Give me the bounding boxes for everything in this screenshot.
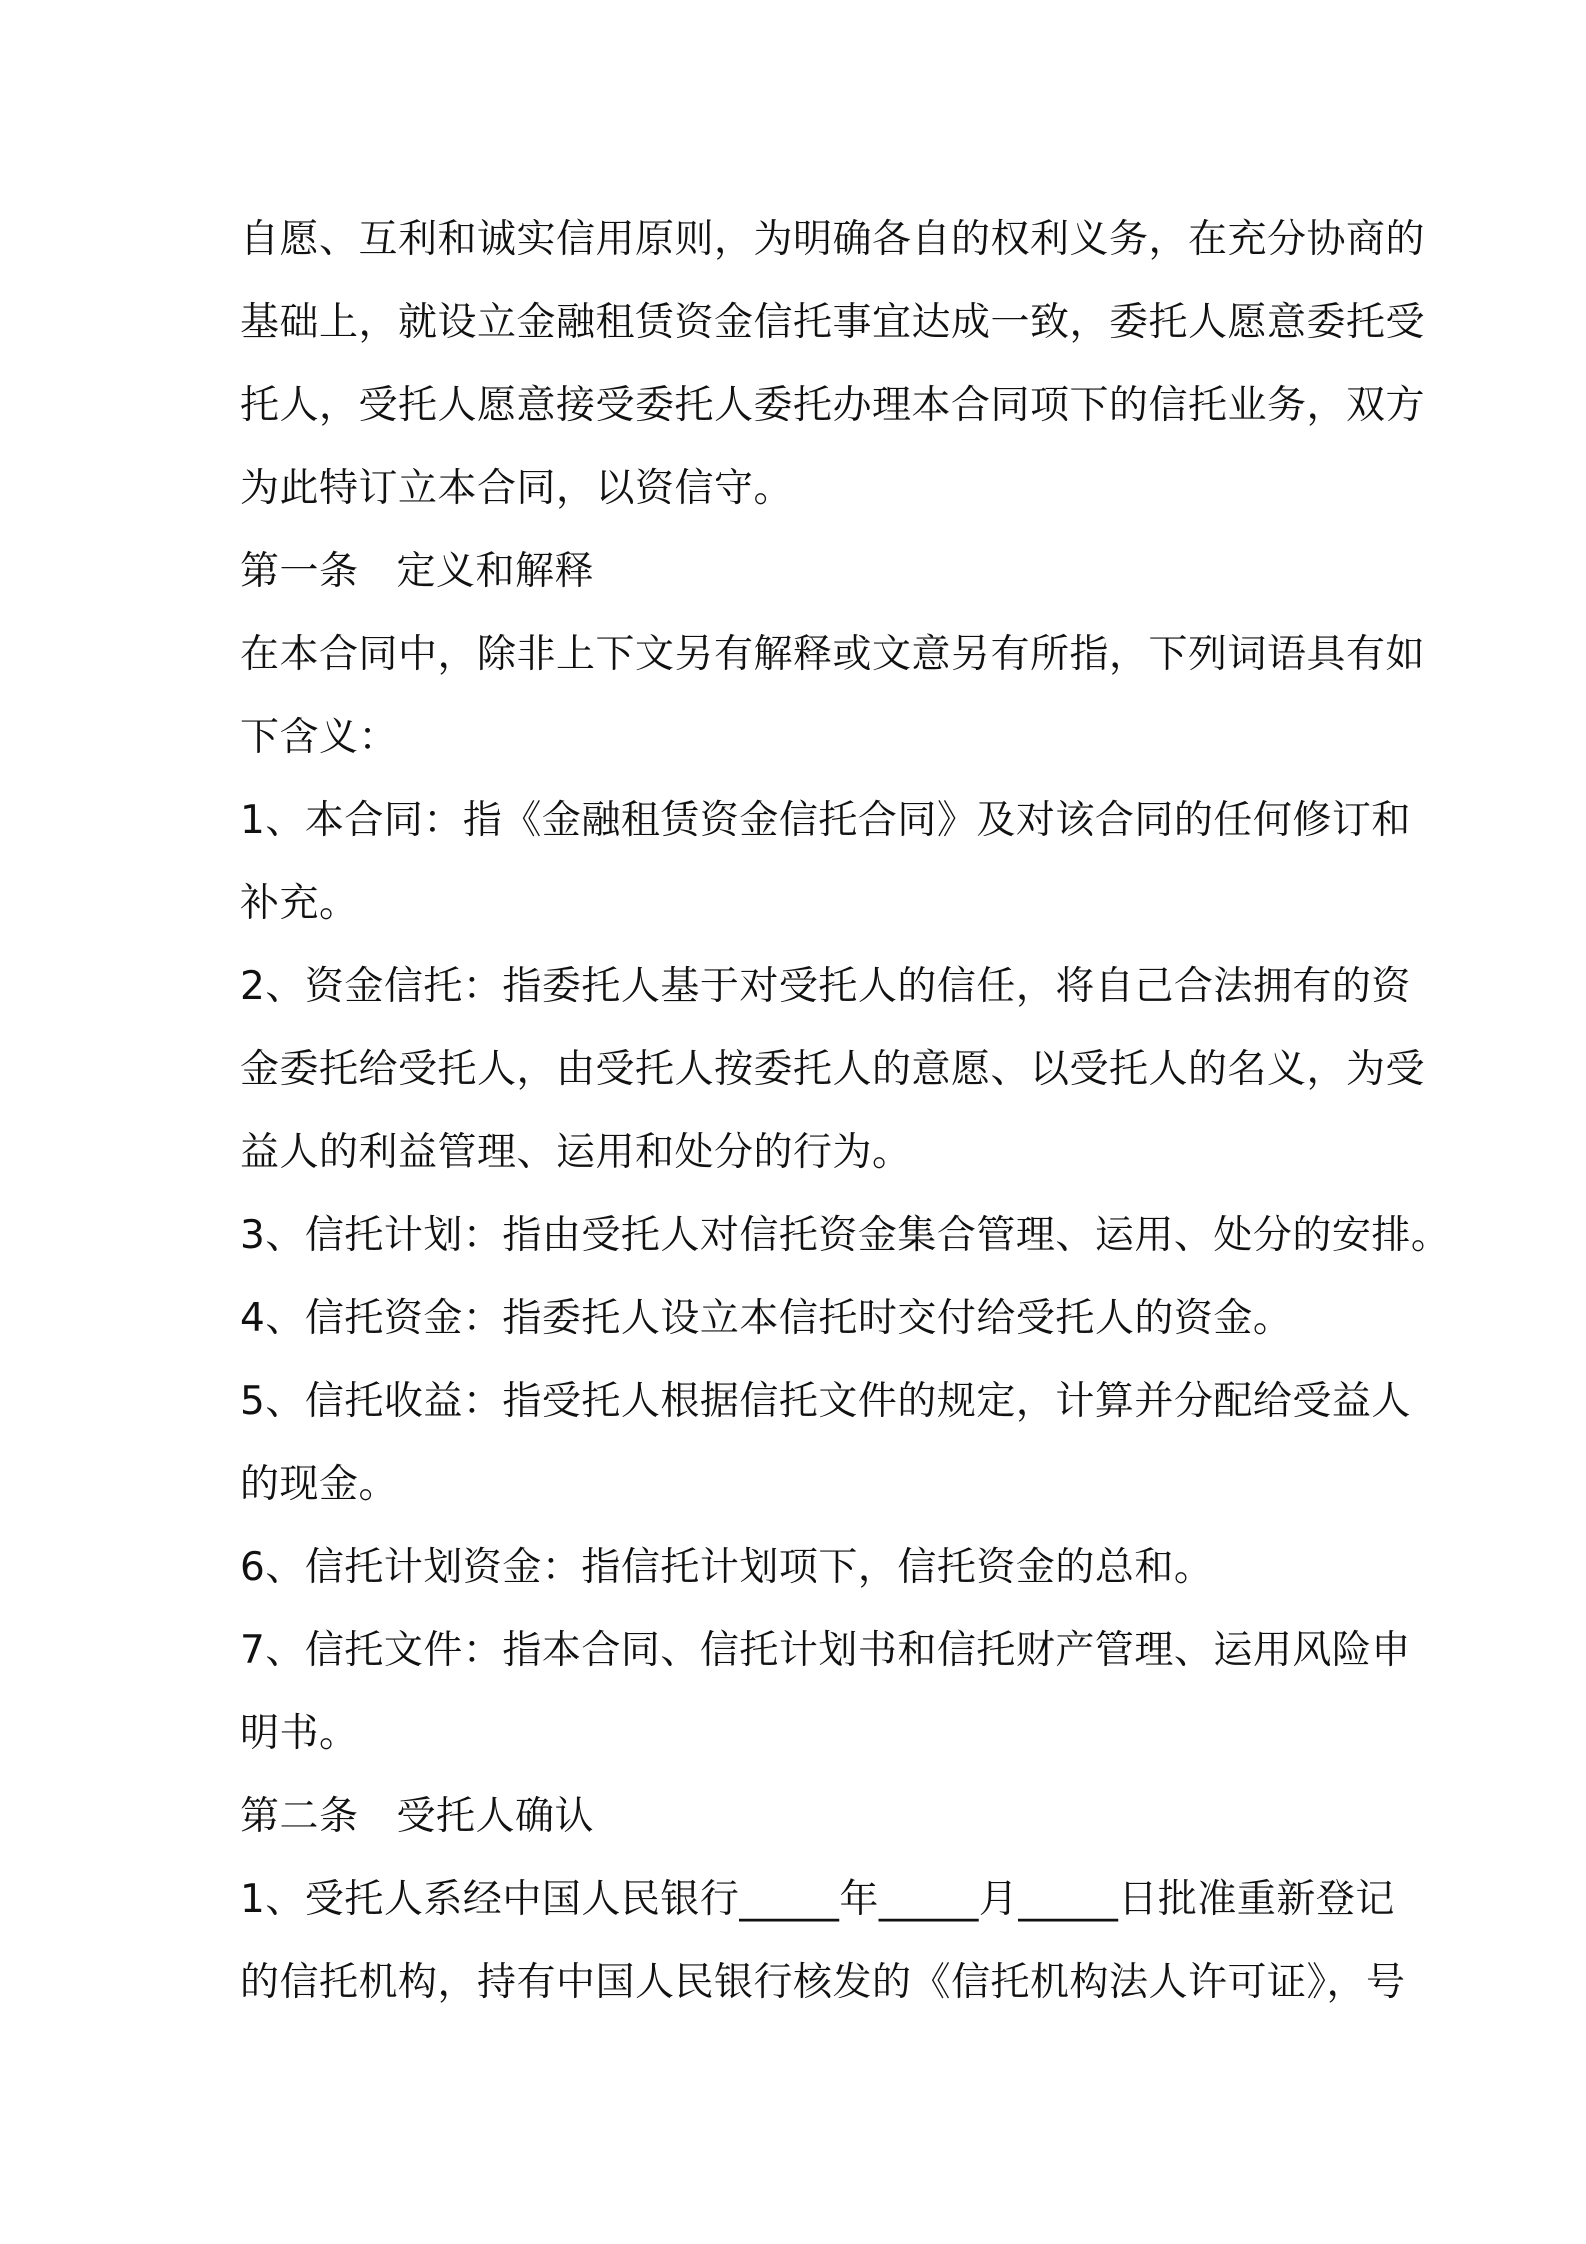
definition-6-line: 6、信托计划资金：指信托计划项下，信托资金的总和。 xyxy=(240,1545,1214,1590)
text-line: 下含义： xyxy=(240,715,399,760)
trustee-confirmation-line: 1、受托人系经中国人民银行_____年_____月_____日批准重新登记 xyxy=(240,1877,1395,1922)
definition-2-line: 2、资金信托：指委托人基于对受托人的信任，将自己合法拥有的资 xyxy=(240,964,1411,1009)
definition-5-line: 5、信托收益：指受托人根据信托文件的规定，计算并分配给受益人 xyxy=(240,1379,1411,1424)
definition-2-line: 益人的利益管理、运用和处分的行为。 xyxy=(240,1130,912,1175)
definition-3-line: 3、信托计划：指由受托人对信托资金集合管理、运用、处分的安排。 xyxy=(240,1213,1451,1258)
text-line: 自愿、互利和诚实信用原则，为明确各自的权利义务，在充分协商的 xyxy=(240,217,1426,262)
definition-7-line: 明书。 xyxy=(240,1711,359,1756)
contract-text xyxy=(240,198,1451,2024)
article-1-title: 定义和解释 xyxy=(396,549,595,594)
definition-2-line: 金委托给受托人，由受托人按委托人的意愿、以受托人的名义，为受 xyxy=(240,1047,1426,1092)
definition-4-line: 4、信托资金：指委托人设立本信托时交付给受托人的资金。 xyxy=(240,1296,1293,1341)
text-line: 基础上，就设立金融租赁资金信托事宜达成一致，委托人愿意委托受 xyxy=(240,300,1426,345)
text-line: 为此特订立本合同，以资信守。 xyxy=(240,466,794,511)
text-line: 在本合同中，除非上下文另有解释或文意另有所指，下列词语具有如 xyxy=(240,632,1426,677)
article-2-heading xyxy=(240,1775,1370,1858)
definition-5-line: 的现金。 xyxy=(240,1462,399,1507)
article-1-heading xyxy=(240,530,1370,613)
article-1-number: 第一条 xyxy=(240,549,359,594)
article-2-number: 第二条 xyxy=(240,1794,359,1839)
definition-7-line: 7、信托文件：指本合同、信托计划书和信托财产管理、运用风险申 xyxy=(240,1628,1411,1673)
trustee-confirmation-line: 的信托机构，持有中国人民银行核发的《信托机构法人许可证》，号 xyxy=(240,1960,1406,2005)
article-2-title: 受托人确认 xyxy=(396,1794,595,1839)
definition-1-line: 1、本合同：指《金融租赁资金信托合同》及对该合同的任何修订和 xyxy=(240,798,1411,843)
definition-1-line: 补充。 xyxy=(240,881,359,926)
text-line: 托人，受托人愿意接受委托人委托办理本合同项下的信托业务，双方 xyxy=(240,383,1426,428)
